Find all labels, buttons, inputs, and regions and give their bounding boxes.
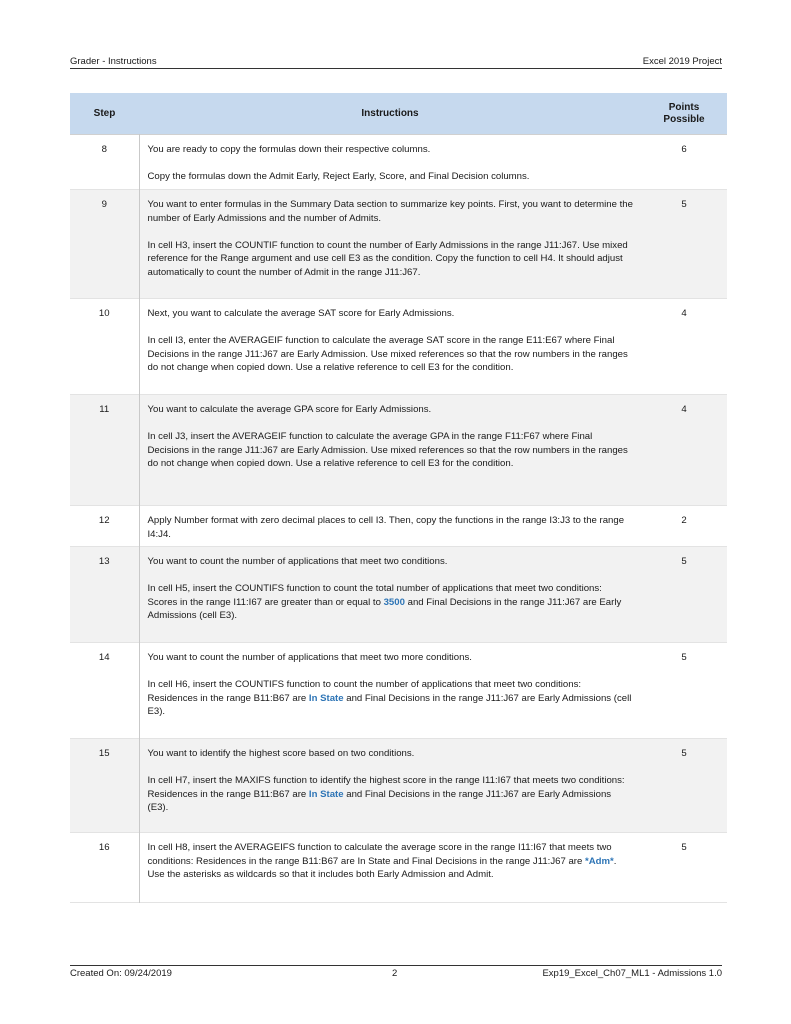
points-value: 4 xyxy=(681,308,687,319)
points-column-header: Points Possible xyxy=(641,93,727,135)
points-value: 5 xyxy=(641,739,727,833)
instructions-table xyxy=(70,93,727,903)
step-number: 14 xyxy=(70,643,139,739)
highlight-value: In State xyxy=(308,692,344,704)
table-row xyxy=(70,833,727,903)
page-footer xyxy=(70,965,722,980)
instructions-column-header: Instructions xyxy=(139,93,641,135)
table-row xyxy=(70,190,727,299)
table-row xyxy=(70,395,727,506)
instruction-text: You want to identify the highest score based on two conditions. In cell H7, insert the MAXIFS function to identify the highest score in the range I11:I67 that meets two conditions: Residences in the range B11:B67 are In State and Final Decisions in the range J11:J67 are Early Admissions (E3). xyxy=(139,739,641,833)
instruction-text: Apply Number format with zero decimal places to cell I3. Then, copy the functions in the range I3:J3 to the range I4:J4. xyxy=(147,515,625,540)
table-row xyxy=(70,506,727,547)
instruction-text: You want to count the number of applications that meet two more conditions. In cell H6, insert the COUNTIFS function to count the number of applications that meet two conditions: Residences in the range B11:B67 are In State and Final Decisions in the range J11:J67 are Early Admissions (cell E3). xyxy=(147,652,632,717)
instruction-text: You want to enter formulas in the Summary Data section to summarize key points. First, you want to determine the number of Early Admissions and the number of Admits. In cell H3, insert the COUNTIF function to count the number of Early Admissions in the range J11:J67. Use mixed reference for the Range argument and use cell E3 as the condition. Copy the function to cell H4. It should adjust automatically to count the number of Admit in the range J11:J67. xyxy=(139,190,641,299)
points-value: 6 xyxy=(681,144,687,155)
step-number: 9 xyxy=(70,190,139,299)
points-value: 5 xyxy=(681,842,687,853)
header-left-text: Grader - Instructions xyxy=(70,56,157,67)
instruction-text: You want to count the number of applications that meet two conditions. In cell H5, insert the COUNTIFS function to count the total number of applications that meet two conditions: Scores in the range I11:I67 are greater than or equal to 3500 and Final Decisions in the range J11:J67 are Early Admissions (cell E3). xyxy=(139,547,641,643)
points-value: 4 xyxy=(641,395,727,506)
step-number: 10 xyxy=(70,299,139,395)
instruction-text: In cell H8, insert the AVERAGEIFS function to calculate the average score in the range I11:I67 that meets two conditions: Residences in the range B11:B67 are In State and Final Decisions in the range J11:J67 are *Adm*. Use the asterisks as wildcards so that it includes both Early Admission and Admit. xyxy=(147,842,617,880)
footer-file-name: Exp19_Excel_Ch07_ML1 - Admissions 1.0 xyxy=(542,968,722,979)
points-value: 2 xyxy=(681,515,687,526)
table-row xyxy=(70,135,727,190)
table-row xyxy=(70,643,727,739)
points-value: 5 xyxy=(681,652,687,663)
step-number: 12 xyxy=(70,506,139,547)
step-number: 11 xyxy=(70,395,139,506)
instruction-text: Next, you want to calculate the average SAT score for Early Admissions. In cell I3, enter the AVERAGEIF function to calculate the average SAT score in the range E11:E67 where Final Decisions in the range J11:J67 are Early Admission. Use mixed references so that the row numbers in the ranges do not change when copied down. Use a relative reference to cell E3 for the condition. xyxy=(147,308,628,373)
step-number: 13 xyxy=(70,547,139,643)
table-row xyxy=(70,299,727,395)
highlight-value: 3500 xyxy=(383,596,405,608)
footer-created-date: Created On: 09/24/2019 xyxy=(70,968,172,979)
step-column-header: Step xyxy=(70,93,139,135)
footer-page-number: 2 xyxy=(392,968,398,979)
highlight-value: In State xyxy=(308,788,344,800)
instruction-text: You want to calculate the average GPA score for Early Admissions. In cell J3, insert the AVERAGEIF function to calculate the average GPA in the range F11:F67 where Final Decisions in the range J11:J67 are Early Admission. Use mixed references so that the row numbers in the ranges do not change when copied down. Use a relative reference to cell E3 for the condition. xyxy=(139,395,641,506)
table-row xyxy=(70,739,727,833)
instruction-text: You are ready to copy the formulas down their respective columns. Copy the formulas down the Admit Early, Reject Early, Score, and Final Decision columns. xyxy=(147,144,530,182)
step-number: 16 xyxy=(70,833,139,903)
header-right-text: Excel 2019 Project xyxy=(642,56,722,67)
points-value: 5 xyxy=(641,547,727,643)
step-number: 8 xyxy=(70,135,139,190)
step-number: 15 xyxy=(70,739,139,833)
highlight-value: *Adm* xyxy=(585,855,614,867)
page-header xyxy=(70,56,722,69)
table-header-row xyxy=(70,93,727,135)
points-value: 5 xyxy=(641,190,727,299)
table-row xyxy=(70,547,727,643)
